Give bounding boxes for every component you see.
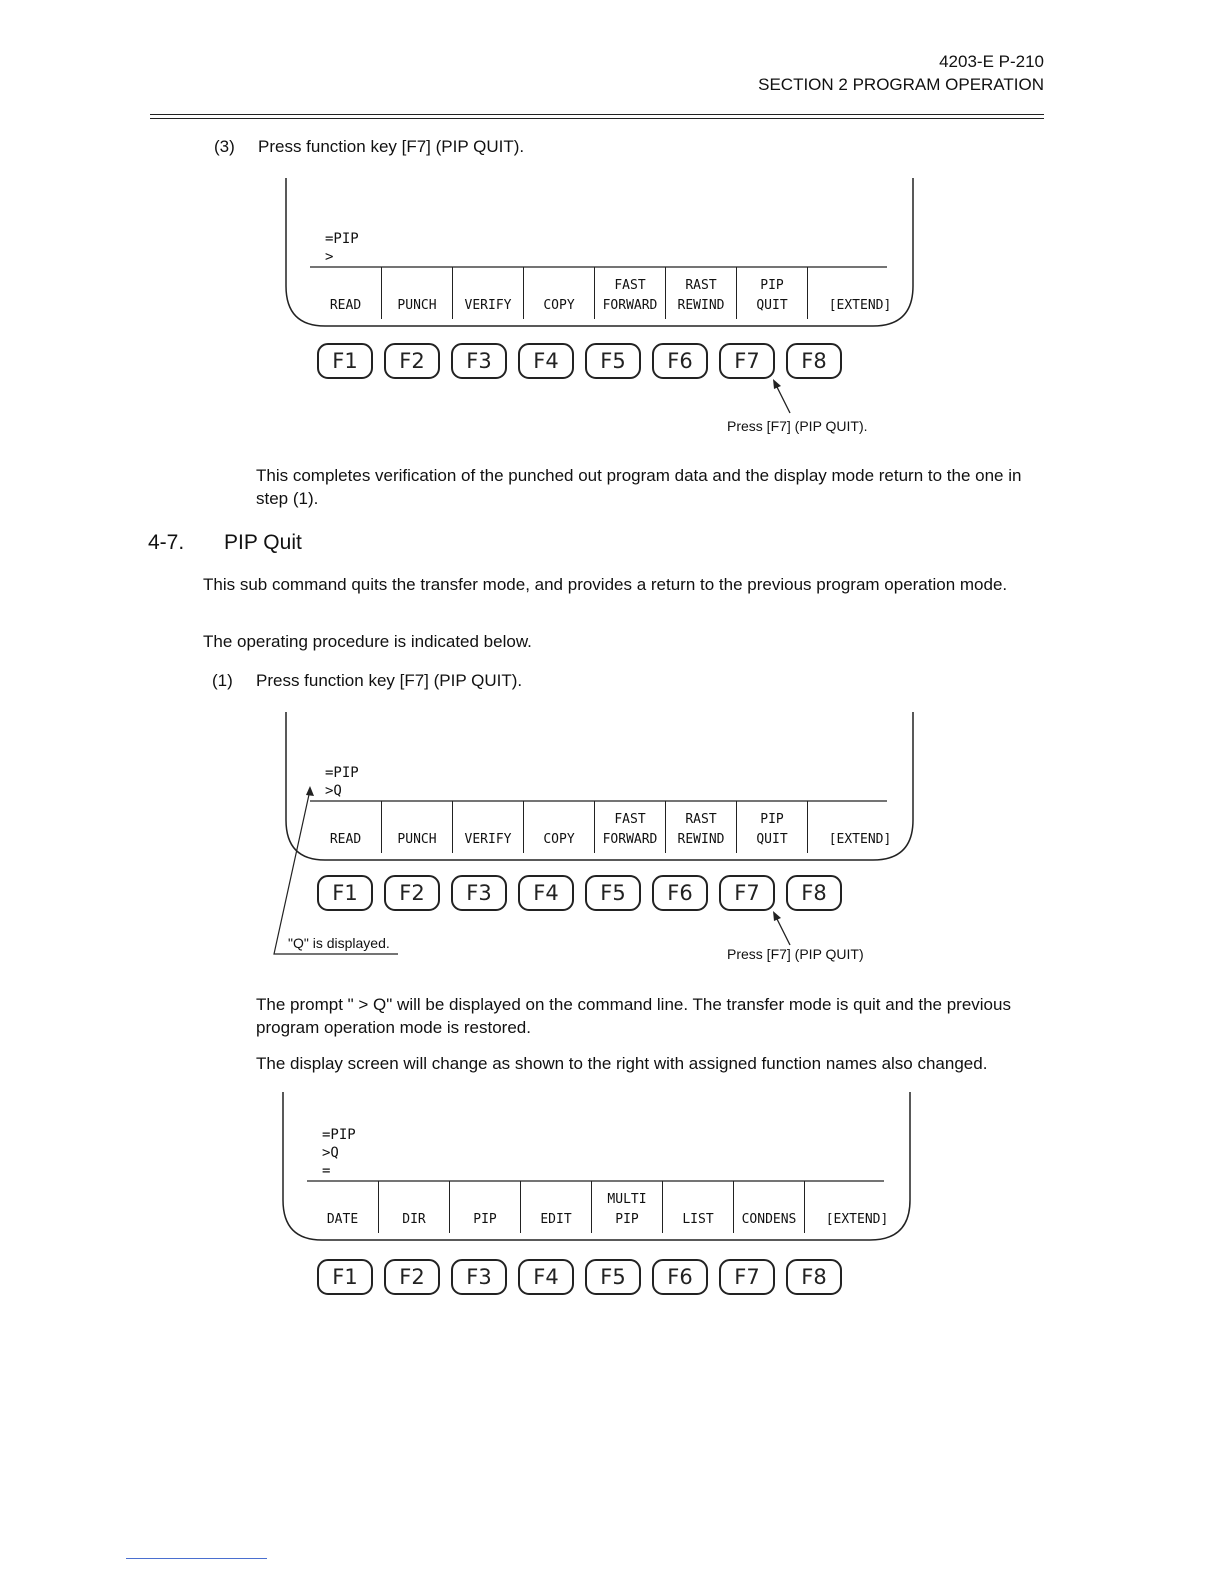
step-number: (1) xyxy=(212,671,233,690)
f3-key[interactable]: F3 xyxy=(451,343,507,379)
function-label-f3: PIP xyxy=(449,1181,520,1233)
function-label-f1: DATE xyxy=(326,1212,359,1227)
screen-diagram-3 xyxy=(282,1092,922,1242)
function-label-f3: VERIFY xyxy=(452,267,523,319)
function-keys-3 xyxy=(317,1259,842,1295)
f6-key[interactable]: F6 xyxy=(652,1259,708,1295)
f2-key[interactable]: F2 xyxy=(384,875,440,911)
command-line xyxy=(325,230,359,266)
function-label-f7: PIP QUIT xyxy=(736,267,807,319)
f7-key[interactable]: F7 xyxy=(719,343,775,379)
command-line xyxy=(322,1126,356,1180)
f6-key[interactable]: F6 xyxy=(652,875,708,911)
screen-line: =PIP xyxy=(325,231,359,247)
function-label-f4: COPY xyxy=(523,801,594,853)
function-label-f7: CONDENS xyxy=(733,1181,804,1233)
function-label-f2: DIR xyxy=(378,1181,449,1233)
screen-line: = xyxy=(322,1163,331,1179)
f4-key[interactable]: F4 xyxy=(518,1259,574,1295)
callout-arrow-icon xyxy=(770,910,800,950)
f4-key[interactable]: F4 xyxy=(518,343,574,379)
function-label-f8: [EXTEND] xyxy=(804,1181,909,1233)
screen-line: > xyxy=(325,249,334,265)
function-bar xyxy=(307,1181,909,1233)
function-label-f8: [EXTEND] xyxy=(807,801,912,853)
paragraph-intro: This sub command quits the transfer mode, and provides a return to the previous program operation mode. xyxy=(203,575,1008,594)
f1-key[interactable]: F1 xyxy=(317,1259,373,1295)
step-number: (3) xyxy=(214,137,235,156)
f2-key[interactable]: F2 xyxy=(384,343,440,379)
f7-key[interactable]: F7 xyxy=(719,1259,775,1295)
function-label-f8: [EXTEND] xyxy=(807,267,912,319)
f8-key[interactable]: F8 xyxy=(786,343,842,379)
paragraph-prompt: The prompt " > Q" will be displayed on the command line. The transfer mode is quit and the previous program operation mode is restored. xyxy=(256,995,1011,1037)
function-label-f6: LIST xyxy=(662,1181,733,1233)
function-label-f4: EDIT xyxy=(520,1181,591,1233)
function-label-f5: MULTI PIP xyxy=(591,1181,662,1233)
f5-key[interactable]: F5 xyxy=(585,343,641,379)
section-number: 4-7. xyxy=(148,531,185,554)
function-label-f7: PIP QUIT xyxy=(736,801,807,853)
screen-line: =PIP xyxy=(325,765,359,781)
callout-press-f7: Press [F7] (PIP QUIT). xyxy=(727,418,868,434)
function-label-f3: VERIFY xyxy=(452,801,523,853)
f8-key[interactable]: F8 xyxy=(786,875,842,911)
f7-key[interactable]: F7 xyxy=(719,875,775,911)
callout-press-f7: Press [F7] (PIP QUIT) xyxy=(727,946,864,962)
step-3 xyxy=(214,137,524,157)
screen-line: =PIP xyxy=(322,1127,356,1143)
screen-line: >Q xyxy=(325,783,342,799)
paragraph-procedure: The operating procedure is indicated below. xyxy=(203,632,532,651)
function-label-f1: READ xyxy=(329,298,362,313)
function-label-f6: RAST REWIND xyxy=(665,267,736,319)
f5-key[interactable]: F5 xyxy=(585,1259,641,1295)
function-label-f6: RAST REWIND xyxy=(665,801,736,853)
f2-key[interactable]: F2 xyxy=(384,1259,440,1295)
f3-key[interactable]: F3 xyxy=(451,1259,507,1295)
header-section: SECTION 2 PROGRAM OPERATION xyxy=(758,75,1044,94)
paragraph-display-change: The display screen will change as shown to the right with assigned function names also changed. xyxy=(256,1054,988,1073)
paragraph-verification: This completes verification of the punched out program data and the display mode return to the one in step (1). xyxy=(256,466,1022,508)
f5-key[interactable]: F5 xyxy=(585,875,641,911)
f1-key[interactable]: F1 xyxy=(317,343,373,379)
function-label-f4: COPY xyxy=(523,267,594,319)
function-label-f5: FAST FORWARD xyxy=(594,267,665,319)
screen-diagram-1 xyxy=(285,178,925,328)
header-rule xyxy=(150,114,1044,115)
callout-arrow-icon xyxy=(770,378,800,418)
callout-q-displayed: "Q" is displayed. xyxy=(288,935,390,951)
function-bar xyxy=(310,267,912,319)
step-text: Press function key [F7] (PIP QUIT). xyxy=(258,137,525,156)
footer-rule xyxy=(126,1558,267,1559)
section-title: PIP Quit xyxy=(224,531,302,554)
function-label-f5: FAST FORWARD xyxy=(594,801,665,853)
header-doc-id: 4203-E P-210 xyxy=(939,52,1044,71)
function-label-f1: READ xyxy=(329,832,362,847)
step-1 xyxy=(212,671,522,691)
f4-key[interactable]: F4 xyxy=(518,875,574,911)
step-text: Press function key [F7] (PIP QUIT). xyxy=(256,671,523,690)
function-label-f2: PUNCH xyxy=(381,801,452,853)
f8-key[interactable]: F8 xyxy=(786,1259,842,1295)
f3-key[interactable]: F3 xyxy=(451,875,507,911)
callout-q-leader-icon xyxy=(270,784,420,959)
header-rule-thin xyxy=(150,118,1044,119)
f6-key[interactable]: F6 xyxy=(652,343,708,379)
function-keys-1 xyxy=(317,343,842,379)
function-label-f2: PUNCH xyxy=(381,267,452,319)
f1-key[interactable]: F1 xyxy=(317,875,373,911)
screen-line: >Q xyxy=(322,1145,339,1161)
